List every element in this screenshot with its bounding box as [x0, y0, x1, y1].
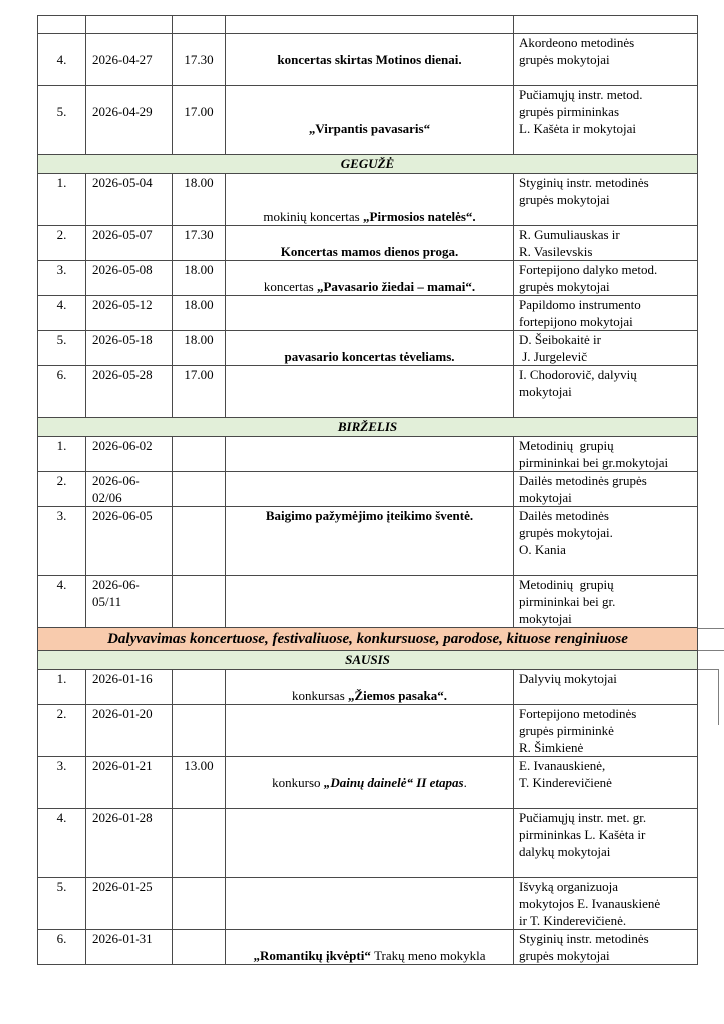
row-number-cell [38, 174, 86, 226]
text-line: Dailės metodinės [519, 508, 609, 523]
text-line: 2026-01-20 [92, 706, 153, 721]
responsible-cell [514, 86, 698, 155]
date-cell [86, 331, 173, 366]
responsible-cell [514, 878, 698, 930]
text-segment: „Romantikų įkvėpti“ [253, 948, 375, 963]
row-number-cell [38, 670, 86, 705]
participation-header-label: Dalyvavimas koncertuose, festivaliuose, konkursuose, parodose, kituose renginiuose [38, 628, 698, 651]
text-line: 2026-06- [92, 473, 140, 488]
time-cell [173, 472, 226, 507]
date-cell [86, 507, 173, 576]
time-cell [173, 261, 226, 296]
event-row [38, 878, 698, 930]
row-number-cell [38, 507, 86, 576]
date-cell [86, 930, 173, 965]
text-line: Styginių instr. metodinės [519, 931, 649, 946]
text-line [226, 278, 513, 295]
text-segment: „Dainų dainelė“ II etapas [323, 775, 464, 790]
text-line: Dailės metodinės grupės [519, 473, 647, 488]
text-line: 3. [56, 508, 67, 523]
date-cell [86, 174, 173, 226]
description-cell [226, 174, 514, 226]
event-row [38, 86, 698, 155]
date-cell [86, 296, 173, 331]
time-cell [173, 34, 226, 86]
text-line: Dalyvių mokytojai [519, 671, 617, 686]
text-segment: „Virpantis pavasaris“ [308, 121, 431, 136]
text-line: mokytojai [519, 490, 572, 505]
text-line: 1. [56, 438, 67, 453]
event-row [38, 670, 698, 705]
text-line: 4. [56, 52, 67, 67]
text-line: 6. [56, 367, 67, 382]
events-table [37, 15, 698, 965]
row-number-cell [38, 86, 86, 155]
description-cell [226, 930, 514, 965]
text-line: J. Jurgelevič [519, 349, 587, 364]
event-row [38, 261, 698, 296]
description-cell [226, 34, 514, 86]
row-number-cell [38, 296, 86, 331]
text-line: T. Kinderevičienė [519, 775, 612, 790]
text-line: 2026-05-07 [92, 227, 153, 242]
text-line [226, 705, 513, 722]
row-number-cell [38, 576, 86, 628]
responsible-cell [514, 670, 698, 705]
event-row [38, 296, 698, 331]
text-segment: Koncertas mamos dienos proga. [280, 244, 459, 259]
text-line [226, 437, 513, 454]
text-line: 2026-05-28 [92, 367, 153, 382]
text-line [226, 670, 513, 687]
text-line: 2026-05-12 [92, 297, 153, 312]
text-line [226, 454, 513, 471]
text-line: I. Chodorovič, dalyvių [519, 367, 637, 382]
text-segment: Baigimo pažymėjimo įteikimo šventė. [265, 508, 474, 523]
row-number-cell [38, 472, 86, 507]
text-line [226, 774, 513, 791]
text-segment: „Žiemos pasaka“. [348, 688, 447, 703]
description-cell [226, 809, 514, 878]
text-line: 17.30 [184, 52, 214, 67]
responsible-cell [514, 930, 698, 965]
table-border-artifact [718, 669, 719, 725]
row-number-cell [38, 366, 86, 418]
responsible-cell [514, 331, 698, 366]
text-line [226, 489, 513, 506]
event-row [38, 809, 698, 878]
text-line [226, 296, 513, 313]
event-row [38, 507, 698, 576]
month-header-row [38, 418, 698, 437]
description-cell [226, 705, 514, 757]
description-cell [226, 226, 514, 261]
text-segment: konkurso [272, 775, 324, 790]
date-cell [86, 757, 173, 809]
time-cell [173, 86, 226, 155]
text-line: grupės mokytojai [519, 279, 610, 294]
text-line [226, 68, 513, 85]
text-line: 6. [56, 931, 67, 946]
text-line: pirmininkai bei gr. [519, 594, 616, 609]
text-line [226, 331, 513, 348]
text-line: pirmininkai bei gr.mokytojai [519, 455, 669, 470]
text-line [226, 507, 513, 524]
text-line [226, 208, 513, 225]
text-line: 2026-01-21 [92, 758, 153, 773]
text-line: Pučiamųjų instr. metod. [519, 87, 643, 102]
time-cell [173, 366, 226, 418]
text-line [173, 34, 225, 51]
text-line: Metodinių grupių [519, 577, 614, 592]
date-cell [86, 576, 173, 628]
text-line: 4. [56, 297, 67, 312]
event-row [38, 174, 698, 226]
row-number-cell [38, 261, 86, 296]
date-cell [86, 670, 173, 705]
text-line [226, 86, 513, 103]
table-border-artifact [698, 669, 719, 670]
text-line: O. Kania [519, 542, 566, 557]
text-line [226, 313, 513, 330]
description-cell [226, 16, 514, 34]
text-line: grupės mokytojai [519, 948, 610, 963]
description-cell [226, 757, 514, 809]
text-line: mokytojai [519, 611, 572, 626]
responsible-cell [514, 34, 698, 86]
responsible-cell [514, 437, 698, 472]
date-cell [86, 472, 173, 507]
text-line: pirmininkas L. Kašėta ir [519, 827, 646, 842]
time-cell [173, 705, 226, 757]
text-line: 18.00 [184, 332, 214, 347]
responsible-cell [514, 472, 698, 507]
text-line: 2026-06-02 [92, 438, 153, 453]
text-line: 2026-06- [92, 577, 140, 592]
text-line: grupės pirmininkas [519, 104, 620, 119]
date-cell [86, 878, 173, 930]
event-row [38, 34, 698, 86]
text-line: Išvyką organizuoja [519, 879, 619, 894]
text-line [226, 791, 513, 808]
text-line [173, 86, 225, 103]
text-line: R. Gumuliauskas ir [519, 227, 620, 242]
text-line: 2026-06-05 [92, 508, 153, 523]
text-line: 17.00 [184, 104, 214, 119]
text-line: Styginių instr. metodinės [519, 175, 649, 190]
table-border-artifact [698, 628, 724, 629]
text-line: 17.00 [184, 367, 214, 382]
table-border-artifact [698, 650, 724, 651]
text-line: 2026-05-08 [92, 262, 153, 277]
text-line [92, 86, 172, 103]
text-line [226, 366, 513, 383]
text-segment: „Pavasario žiedai – mamai“. [316, 279, 476, 294]
description-cell [226, 437, 514, 472]
description-cell [226, 670, 514, 705]
description-cell [226, 507, 514, 576]
text-line: 4. [56, 810, 67, 825]
text-line [38, 86, 85, 103]
time-cell [173, 507, 226, 576]
text-line: 2026-04-29 [92, 104, 153, 119]
text-line [226, 757, 513, 774]
text-line [226, 687, 513, 704]
time-cell [173, 226, 226, 261]
text-line: 4. [56, 577, 67, 592]
text-line [226, 120, 513, 137]
text-line: R. Vasilevskis [519, 244, 593, 259]
text-segment: konkursas [292, 688, 348, 703]
time-cell [173, 878, 226, 930]
text-line: 3. [56, 758, 67, 773]
date-cell [86, 261, 173, 296]
text-line: 2026-05-04 [92, 175, 153, 190]
text-line [226, 809, 513, 826]
text-line: 2. [56, 227, 67, 242]
text-line [226, 472, 513, 489]
description-cell [226, 86, 514, 155]
date-cell [86, 366, 173, 418]
event-row [38, 437, 698, 472]
text-line: ir T. Kinderevičienė. [519, 913, 627, 928]
text-line [226, 51, 513, 68]
event-row [38, 705, 698, 757]
text-line [226, 541, 513, 558]
text-line: 05/11 [92, 594, 122, 609]
text-line: L. Kašėta ir mokytojai [519, 121, 636, 136]
text-line [226, 243, 513, 260]
text-line: grupės mokytojai [519, 52, 610, 67]
text-line: 1. [56, 175, 67, 190]
text-line: 18.00 [184, 175, 214, 190]
row-number-cell [38, 331, 86, 366]
text-line: grupės mokytojai [519, 192, 610, 207]
responsible-cell [514, 576, 698, 628]
text-segment: „Pirmosios natelės“. [363, 209, 476, 224]
responsible-cell [514, 16, 698, 34]
row-number-cell [38, 878, 86, 930]
row-number-cell [38, 437, 86, 472]
text-line [226, 261, 513, 278]
description-cell [226, 878, 514, 930]
text-segment: pavasario koncertas tėveliams. [284, 349, 455, 364]
text-line: mokytojos E. Ivanauskienė [519, 896, 661, 911]
text-line [226, 576, 513, 593]
text-line: Fortepijono metodinės [519, 706, 637, 721]
month-header-label: BIRŽELIS [38, 418, 698, 437]
text-line [226, 860, 513, 877]
text-line: Metodinių grupių [519, 438, 614, 453]
date-cell [86, 34, 173, 86]
text-line: 2. [56, 706, 67, 721]
event-row [38, 331, 698, 366]
responsible-cell [514, 757, 698, 809]
text-line: 02/06 [92, 490, 122, 505]
text-line: 5. [56, 879, 67, 894]
description-cell [226, 472, 514, 507]
responsible-cell [514, 809, 698, 878]
date-cell [86, 437, 173, 472]
text-line [226, 174, 513, 191]
date-cell [86, 86, 173, 155]
event-row [38, 16, 698, 34]
text-line: E. Ivanauskienė, [519, 758, 606, 773]
description-cell [226, 261, 514, 296]
text-line: 2026-05-18 [92, 332, 153, 347]
responsible-cell [514, 507, 698, 576]
text-line [226, 34, 513, 51]
row-number-cell [38, 757, 86, 809]
event-row [38, 226, 698, 261]
row-number-cell [38, 16, 86, 34]
text-line: D. Šeibokaitė ir [519, 332, 601, 347]
time-cell [173, 576, 226, 628]
text-segment: Trakų meno mokykla [374, 948, 486, 963]
row-number-cell [38, 705, 86, 757]
text-line: mokytojai [519, 384, 572, 399]
row-number-cell [38, 930, 86, 965]
text-segment: mokinių koncertas [263, 209, 363, 224]
date-cell [86, 705, 173, 757]
text-line [226, 16, 513, 33]
text-line [38, 34, 85, 51]
time-cell [173, 296, 226, 331]
event-row [38, 930, 698, 965]
responsible-cell [514, 261, 698, 296]
text-line: 5. [56, 332, 67, 347]
text-line [226, 912, 513, 929]
text-line: grupės mokytojai. [519, 525, 613, 540]
responsible-cell [514, 296, 698, 331]
text-line [226, 878, 513, 895]
month-header-label: SAUSIS [38, 651, 698, 670]
month-header-row [38, 651, 698, 670]
row-number-cell [38, 226, 86, 261]
text-line: 2026-04-27 [92, 52, 153, 67]
date-cell [86, 16, 173, 34]
text-line: Akordeono metodinės [519, 35, 635, 50]
text-line: 2026-01-31 [92, 931, 153, 946]
text-segment: koncertas [263, 279, 317, 294]
text-line [226, 930, 513, 947]
text-line: 5. [56, 104, 67, 119]
responsible-cell [514, 226, 698, 261]
participation-header-row [38, 628, 698, 651]
text-line: R. Šimkienė [519, 740, 584, 755]
text-line [226, 348, 513, 365]
text-line: Pučiamųjų instr. met. gr. [519, 810, 647, 825]
date-cell [86, 809, 173, 878]
text-line: grupės pirmininkė [519, 723, 614, 738]
text-line: 18.00 [184, 297, 214, 312]
text-line: 1. [56, 671, 67, 686]
event-row [38, 757, 698, 809]
month-header-row [38, 155, 698, 174]
text-line [226, 226, 513, 243]
description-cell [226, 576, 514, 628]
text-line [226, 400, 513, 417]
responsible-cell [514, 366, 698, 418]
text-line: 2026-01-28 [92, 810, 153, 825]
text-segment: koncertas skirtas Motinos dienai. [277, 52, 462, 67]
month-header-label: GEGUŽĖ [38, 155, 698, 174]
time-cell [173, 809, 226, 878]
time-cell [173, 670, 226, 705]
text-line [226, 191, 513, 208]
description-cell [226, 331, 514, 366]
text-line [226, 383, 513, 400]
text-line [226, 722, 513, 739]
text-line: 3. [56, 262, 67, 277]
text-line: dalykų mokytojai [519, 844, 611, 859]
text-line: 2. [56, 473, 67, 488]
event-row [38, 366, 698, 418]
time-cell [173, 331, 226, 366]
text-line [226, 843, 513, 860]
time-cell [173, 930, 226, 965]
text-line [226, 558, 513, 575]
date-cell [86, 226, 173, 261]
time-cell [173, 174, 226, 226]
text-line: 13.00 [184, 758, 214, 773]
text-line: 18.00 [184, 262, 214, 277]
row-number-cell [38, 34, 86, 86]
text-line [226, 103, 513, 120]
event-row [38, 576, 698, 628]
text-line: 2026-01-25 [92, 879, 153, 894]
text-line: Papildomo instrumento [519, 297, 641, 312]
time-cell [173, 437, 226, 472]
text-line [226, 524, 513, 541]
text-segment: . [463, 775, 467, 790]
time-cell [173, 757, 226, 809]
responsible-cell [514, 174, 698, 226]
description-cell [226, 366, 514, 418]
event-row [38, 472, 698, 507]
text-line [226, 137, 513, 154]
text-line [226, 895, 513, 912]
responsible-cell [514, 705, 698, 757]
row-number-cell [38, 809, 86, 878]
text-line [92, 34, 172, 51]
text-line: Fortepijono dalyko metod. [519, 262, 658, 277]
text-line [226, 826, 513, 843]
description-cell [226, 296, 514, 331]
text-line [226, 947, 513, 964]
text-line: 2026-01-16 [92, 671, 153, 686]
text-line: fortepijono mokytojai [519, 314, 633, 329]
time-cell [173, 16, 226, 34]
text-line: 17.30 [184, 227, 214, 242]
